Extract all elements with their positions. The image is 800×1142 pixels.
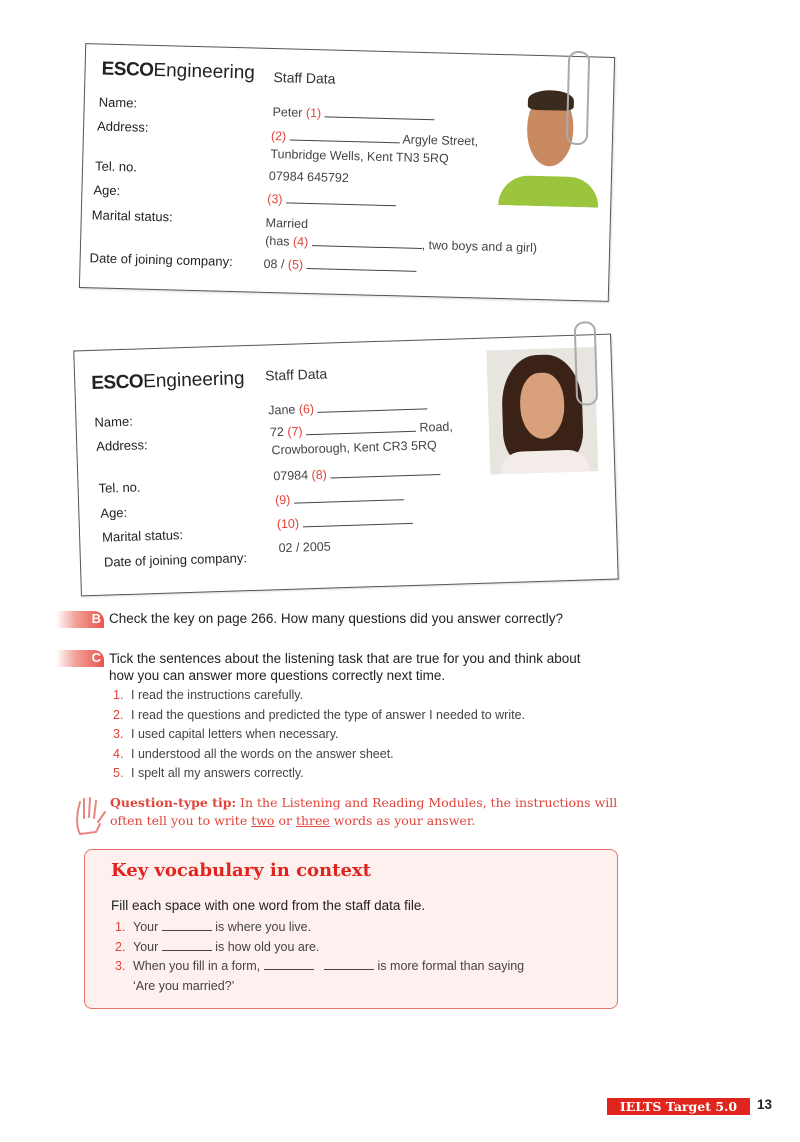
blank-input[interactable]: [162, 920, 212, 931]
name-field: Peter (1): [272, 105, 434, 123]
book-title-footer: IELTS Target 5.0: [607, 1098, 750, 1115]
address-label: Address:: [96, 118, 149, 135]
blank-input[interactable]: [264, 959, 314, 970]
section-c-text: [109, 650, 581, 684]
address-line2: Tunbridge Wells, Kent TN3 5RQ: [270, 146, 449, 166]
address-line2: Crowborough, Kent CR3 5RQ: [271, 438, 438, 458]
children-field: (has (4) , two boys and a girl): [264, 233, 538, 255]
hand-icon: [74, 796, 108, 836]
staff-data-title: Staff Data: [273, 69, 336, 87]
blank-input[interactable]: [162, 940, 212, 951]
page-number: 13: [757, 1097, 773, 1112]
list-item[interactable]: 3. I used capital letters when necessary.: [113, 727, 339, 741]
checklist: [113, 688, 525, 786]
section-c-line1: Tick the sentences about the listening task that are true for you and think about: [109, 651, 581, 666]
vocab-instruction: Fill each space with one word from the staff data file.: [111, 898, 426, 913]
age-field: (3): [267, 192, 396, 209]
marital-label: Marital status:: [91, 207, 173, 225]
age-field: (9): [275, 489, 404, 507]
section-b-text: Check the key on page 266. How many questions did you answer correctly?: [109, 611, 563, 626]
section-c-badge: C: [56, 650, 104, 667]
name-label: Name:: [94, 413, 134, 430]
section-c-line2: how you can answer more questions correctly next time.: [109, 668, 446, 683]
list-item: 2. Your is how old you are.: [115, 939, 320, 954]
marital-label: Marital status:: [101, 527, 184, 545]
section-b-badge: B: [56, 611, 104, 628]
name-field: Jane (6): [268, 398, 428, 417]
list-item[interactable]: 5. I spelt all my answers correctly.: [113, 766, 304, 780]
joining-label: Date of joining company:: [103, 550, 248, 570]
list-item-continuation: ‘Are you married?’: [133, 978, 235, 993]
question-type-tip: Question-type tip: In the Listening and Reading Modules, the instructions will often tell you to write two or three words as your answer.: [110, 795, 618, 828]
tel-field: 07984 (8): [273, 464, 440, 483]
joining-field: 08 / (5): [263, 257, 416, 275]
tel-label: Tel. no.: [94, 158, 138, 175]
name-label: Name:: [98, 94, 138, 111]
vocab-title: Key vocabulary in context: [111, 860, 371, 881]
list-item: 1. Your is where you live.: [115, 920, 312, 934]
tel-value: 07984 645792: [268, 168, 349, 186]
key-vocabulary-box: [84, 849, 618, 1009]
staff-data-title: Staff Data: [264, 365, 328, 384]
joining-value: 02 / 2005: [278, 539, 331, 556]
marital-field: (10): [277, 513, 413, 531]
address-label: Address:: [96, 437, 148, 454]
address-field: (2) Argyle Street,: [270, 128, 479, 149]
marital-value: Married: [265, 215, 309, 231]
paperclip-icon: [566, 51, 590, 146]
age-label: Age:: [93, 182, 121, 199]
age-label: Age:: [100, 504, 128, 521]
company-logo: ESCOEngineering: [101, 58, 256, 84]
list-item[interactable]: 4. I understood all the words on the answer sheet.: [113, 746, 394, 761]
list-item: 3. When you fill in a form, is more formal than saying: [115, 959, 525, 973]
staff-card-jane: [73, 334, 618, 597]
blank-input[interactable]: [324, 959, 374, 970]
tel-label: Tel. no.: [98, 479, 141, 496]
vocab-list: [115, 920, 524, 998]
list-item[interactable]: 2. I read the questions and predicted the type of answer I needed to write.: [113, 707, 526, 722]
paperclip-icon: [574, 321, 599, 406]
joining-label: Date of joining company:: [89, 250, 233, 270]
address-field: 72 (7) Road,: [269, 419, 454, 440]
list-item[interactable]: 1. I read the instructions carefully.: [113, 688, 304, 702]
company-logo: ESCOEngineering: [90, 368, 245, 394]
staff-card-peter: [79, 43, 615, 302]
